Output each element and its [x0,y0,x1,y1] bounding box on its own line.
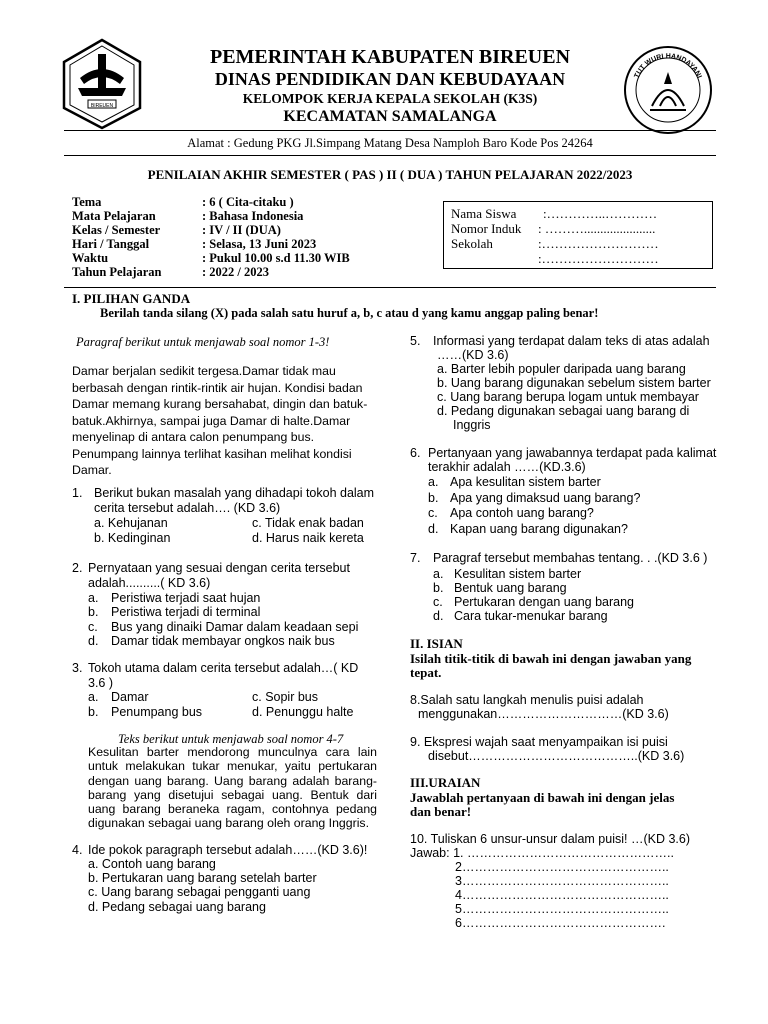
section-divider [64,287,716,288]
exam-title: PENILAIAN AKHIR SEMESTER ( PAS ) II ( DUA ) TAHUN PELAJARAN 2022/2023 [147,167,633,182]
question-number: 1. [72,486,83,500]
answer-line[interactable]: 3………………………………………….. [455,874,669,888]
option-letter: d. [428,522,439,536]
answer-option[interactable]: Apa yang dimaksud uang barang? [450,491,641,505]
answer-option[interactable]: d. Pedang digunakan sebagai uang barang di [437,404,690,418]
answer-line[interactable]: Jawab: 1. ………………………………………….. [410,846,674,860]
tut-wuri-handayani-logo [622,44,714,136]
svg-text:BIREUEN: BIREUEN [90,103,114,109]
option-letter: b. [433,581,444,595]
question-number: 2. [72,561,83,575]
question-number: 5. [410,334,421,348]
option-letter: a. [88,690,99,704]
identity-value: : 2022 / 2023 [202,265,270,279]
section-1-instruction: Berilah tanda silang (X) pada salah satu huruf a, b, c atau d yang kamu anggap paling benar! [100,306,599,320]
answer-option[interactable]: Bentuk uang barang [454,581,567,595]
question-9-blank[interactable]: disebut…………………………………..(KD 3.6) [428,749,685,763]
question-1-text: cerita tersebut adalah…. (KD 3.6) [94,501,281,515]
question-number: 3. [72,661,83,675]
identity-key: Tema [72,195,102,209]
identity-value: : IV / II (DUA) [202,223,281,237]
header-rule-top [64,130,716,131]
option-letter: a. [433,567,444,581]
question-7-text: Paragraf tersebut membahas tentang. . .(KD 3.6 ) [433,551,708,565]
identity-key: Hari / Tanggal [72,237,150,251]
question-3-text: Tokoh utama dalam cerita tersebut adalah…( KD [88,661,359,675]
answer-option[interactable]: Damar tidak membayar ongkos naik bus [111,634,335,648]
svg-text:TUT WURI HANDAYANI: TUT WURI HANDAYANI [633,52,703,80]
answer-option[interactable]: Apa contoh uang barang? [450,506,594,520]
option-letter: d. [88,634,99,648]
section-3-instruction: Jawablah pertanyaan di bawah ini dengan jelas [410,790,675,805]
answer-line[interactable]: 4………………………………………….. [455,888,669,902]
answer-option[interactable]: b. Uang barang digunakan sebelum sistem barter [437,376,711,390]
header-line-1: PEMERINTAH KABUPATEN BIREUEN [209,46,571,68]
identity-key: Tahun Pelajaran [72,265,162,279]
student-id-field[interactable]: : ………...................... [538,221,656,236]
question-8-text: 8.Salah satu langkah menulis puisi adalah [410,693,644,707]
bireuen-logo [60,38,144,130]
header-line-2: DINAS PENDIDIKAN DAN KEBUDAYAAN [214,69,566,89]
answer-option[interactable]: Kapan uang barang digunakan? [450,522,628,536]
answer-option[interactable]: Peristiwa terjadi saat hujan [111,591,261,605]
identity-value: : 6 ( Cita-citaku ) [202,195,294,209]
answer-option[interactable]: d. Harus naik kereta [252,531,364,545]
question-8-blank[interactable]: menggunakan…………………………(KD 3.6) [418,707,669,721]
section-3-instruction: dan benar! [410,804,472,819]
option-letter: c. [88,620,98,634]
answer-option[interactable]: c. Sopir bus [252,690,319,704]
question-3-text: 3.6 ) [88,676,114,690]
identity-key: Waktu [72,251,109,265]
answer-option[interactable]: b. Kedinginan [94,531,171,545]
answer-option[interactable]: d. Pedang sebagai uang barang [88,900,266,914]
answer-option[interactable]: c. Tidak enak badan [252,516,364,530]
answer-option[interactable]: a. Barter lebih populer daripada uang barang [437,362,686,376]
answer-option[interactable]: d. Penunggu halte [252,705,354,719]
option-letter: c. [433,595,443,609]
question-2-text: adalah..........( KD 3.6) [88,576,211,590]
header-address: Alamat : Gedung PKG Jl.Simpang Matang Desa Namploh Baro Kode Pos 24264 [187,136,593,150]
identity-value: : Selasa, 13 Juni 2023 [202,237,317,251]
question-5-text: Informasi yang terdapat dalam teks di atas adalah [433,334,710,348]
option-letter: a. [88,591,99,605]
question-6-text: Pertanyaan yang jawabannya terdapat pada kalimat [428,446,717,460]
answer-option[interactable]: Apa kesulitan sistem barter [450,475,601,489]
question-6-text: terakhir adalah ……(KD.3.6) [428,460,586,474]
answer-line[interactable]: 6…………………………………………. [455,916,666,930]
passage-1-intro: Paragraf berikut untuk menjawab soal nomor 1-3! [76,335,330,349]
answer-option[interactable]: b. Pertukaran uang barang setelah barter [88,871,317,885]
identity-value: : Bahasa Indonesia [202,209,304,223]
answer-option[interactable]: c. Uang barang berupa logam untuk membayar [437,390,699,404]
question-1-text: Berikut bukan masalah yang dihadapi tokoh dalam [94,486,375,500]
student-name-field[interactable]: :…………..………… [543,206,658,221]
section-3-title: III.URAIAN [410,775,481,790]
question-9-text: 9. Ekspresi wajah saat menyampaikan isi puisi [410,735,668,749]
answer-option[interactable]: Kesulitan sistem barter [454,567,582,581]
answer-option[interactable]: c. Uang barang sebagai pengganti uang [88,885,311,899]
answer-option[interactable]: a. Contoh uang barang [88,857,216,871]
answer-line[interactable]: 5………………………………………….. [455,902,669,916]
header-line-4: KECAMATAN SAMALANGA [283,108,497,125]
identity-value: : Pukul 10.00 s.d 11.30 WIB [202,251,350,265]
question-4-text: Ide pokok paragraph tersebut adalah……(KD 3.6)! [88,843,368,857]
option-letter: b. [428,491,439,505]
option-letter: b. [88,705,99,719]
student-field-label: Nama Siswa [451,206,517,221]
identity-key: Mata Pelajaran [72,209,156,223]
answer-option[interactable]: a. Kehujanan [94,516,168,530]
header-rule-bottom [64,155,716,156]
question-2-text: Pernyataan yang sesuai dengan cerita tersebut [88,561,350,575]
student-field-label: Sekolah [451,236,493,251]
question-10-text: 10. Tuliskan 6 unsur-unsur dalam puisi! …(KD 3.6) [410,832,690,846]
option-letter: b. [88,605,99,619]
option-letter: c. [428,506,438,520]
answer-option[interactable]: Cara tukar-menukar barang [454,609,608,623]
answer-option[interactable]: Pertukaran dengan uang barang [454,595,635,609]
section-2-title: II. ISIAN [410,636,463,651]
answer-line[interactable]: 2………………………………………….. [455,860,669,874]
answer-option[interactable]: Peristiwa terjadi di terminal [111,605,261,619]
passage-1: Damar berjalan sedikit tergesa.Damar tidak mau berbasah dengan rintik-rintik air hujan. Kondisi badan Damar memang kurang bersahabat, dingin dan batuk-batuk.Akhirnya, sampai juga Damar di halte.Damar menyelinap di antara calon penumpang bus. Penumpang lainnya terlihat kasihan melihat kondisi Damar. [72,364,368,477]
passage-2-intro: Teks berikut untuk menjawab soal nomor 4-7 [118,732,344,746]
section-1-title: I. PILIHAN GANDA [72,291,191,306]
answer-option[interactable]: Damar [111,690,149,704]
header-line-3: KELOMPOK KERJA KEPALA SEKOLAH (K3S) [242,91,538,106]
student-field-label: Nomor Induk [451,221,522,236]
answer-option[interactable]: Bus yang dinaiki Damar dalam keadaan sepi [111,620,359,634]
school-field[interactable]: :……………………… [538,236,659,251]
school-field-extra[interactable]: :……………………… [538,251,659,266]
question-5-text: ……(KD 3.6) [437,348,509,362]
section-2-instruction: Isilah titik-titik di bawah ini dengan jawaban yang [410,651,692,666]
question-number: 7. [410,551,421,565]
answer-option[interactable]: Penumpang bus [111,705,203,719]
option-letter: d. [433,609,444,623]
option-letter: a. [428,475,439,489]
question-number: 6. [410,446,421,460]
section-2-instruction: tepat. [410,665,442,680]
question-number: 4. [72,843,83,857]
passage-2: Kesulitan barter mendorong munculnya cara lain untuk melakukan tukar menukar, yaitu pertukaran dengan uang barang. Uang barang adalah barang-barang yang disetujui sebagai uang. Bentuk dari uang barang beraneka ragam, contohnya pedang digunakan sebagai uang barang oleh orang Inggris. [88,745,377,831]
answer-option-continued: Inggris [453,418,491,432]
identity-key: Kelas / Semester [72,223,161,237]
